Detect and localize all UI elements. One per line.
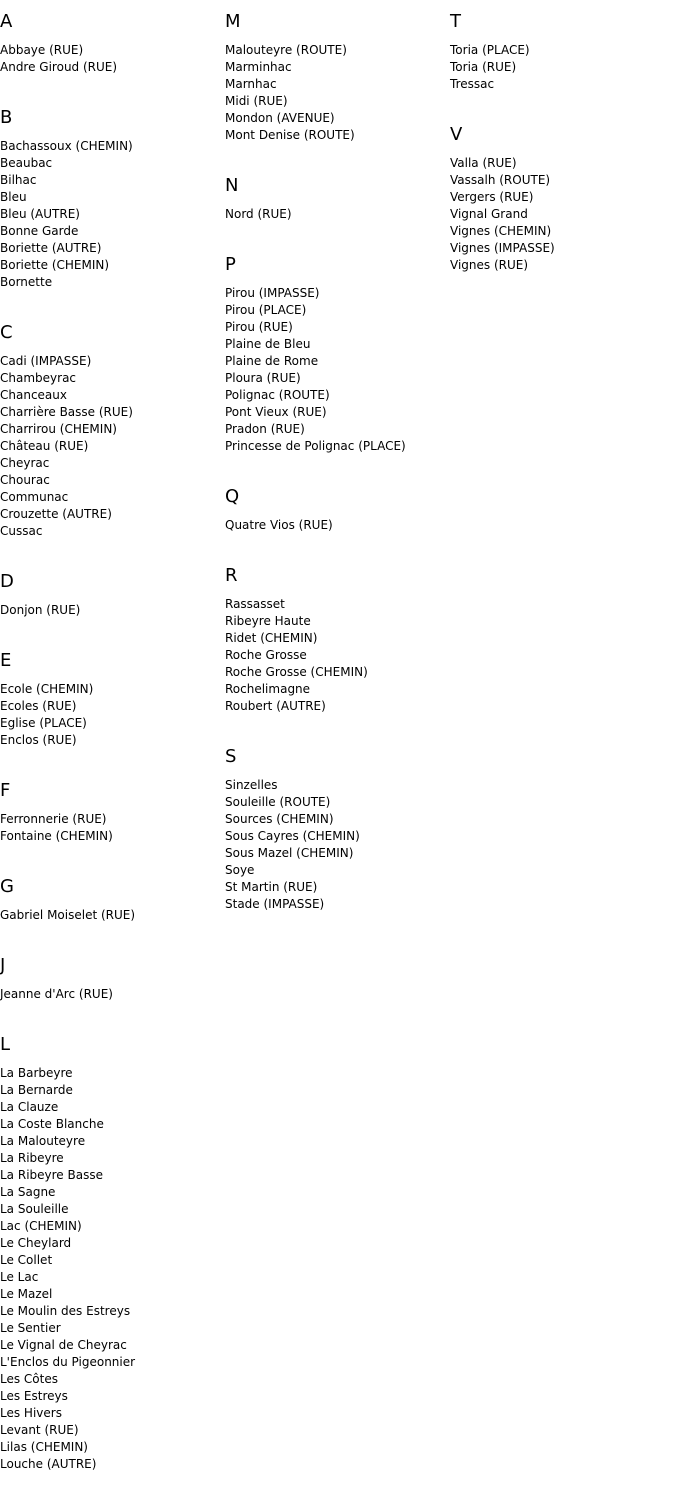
street-link[interactable]: Marminhac [225, 60, 292, 74]
street-link[interactable]: Le Moulin des Estreys [0, 1304, 131, 1318]
street-link[interactable]: Sources (CHEMIN) [225, 812, 334, 826]
street-link[interactable]: Lac (CHEMIN) [0, 1219, 82, 1233]
street-link[interactable]: Gabriel Moiselet (RUE) [0, 908, 136, 922]
street-link[interactable]: Charrière Basse (RUE) [0, 405, 133, 419]
street-link[interactable]: Beaubac [0, 156, 53, 170]
letter-group [225, 475, 450, 554]
street-list [0, 42, 225, 96]
street-link[interactable]: Le Vignal de Cheyrac [0, 1338, 127, 1352]
street-link[interactable]: Vignes (IMPASSE) [450, 241, 555, 255]
street-list [450, 42, 675, 113]
letter-heading: M [225, 11, 241, 32]
street-list [0, 811, 225, 865]
street-link[interactable]: St Martin (RUE) [225, 880, 318, 894]
street-link[interactable]: Plaine de Bleu [225, 337, 311, 351]
street-link[interactable]: Vergers (RUE) [450, 190, 534, 204]
street-link[interactable]: Nord (RUE) [225, 207, 292, 221]
street-link[interactable]: Pirou (RUE) [225, 320, 293, 334]
street-link[interactable]: La Bernarde [0, 1083, 73, 1097]
street-link[interactable]: Cheyrac [0, 456, 50, 470]
street-link[interactable]: Boriette (CHEMIN) [0, 258, 110, 272]
street-link[interactable]: Abbaye (RUE) [0, 43, 84, 57]
letter-group [0, 311, 225, 560]
letter-heading: L [0, 1034, 11, 1055]
letter-group [450, 113, 675, 294]
letter-heading: R [225, 565, 238, 586]
street-link[interactable]: Souleille (ROUTE) [225, 795, 331, 809]
street-link[interactable]: Vignes (CHEMIN) [450, 224, 552, 238]
street-link[interactable]: La Clauze [0, 1100, 59, 1114]
street-link[interactable]: Le Sentier [0, 1321, 61, 1335]
street-link[interactable]: Ecole (CHEMIN) [0, 682, 94, 696]
street-link[interactable]: Ferronnerie (RUE) [0, 812, 107, 826]
street-link[interactable]: Bleu [0, 190, 27, 204]
street-link[interactable]: Pradon (RUE) [225, 422, 305, 436]
street-link[interactable]: Soye [225, 863, 255, 877]
street-link[interactable]: Charrirou (CHEMIN) [0, 422, 117, 436]
street-link[interactable]: Midi (RUE) [225, 94, 288, 108]
letter-group [0, 639, 225, 769]
street-link[interactable]: Crouzette (AUTRE) [0, 507, 112, 521]
street-link[interactable]: Tressac [450, 77, 495, 91]
letter-heading: N [225, 175, 239, 196]
letter-heading: A [0, 11, 13, 32]
street-link[interactable]: Plaine de Rome [225, 354, 319, 368]
street-link[interactable]: Mondon (AVENUE) [225, 111, 335, 125]
street-list [0, 907, 225, 944]
street-link[interactable]: Château (RUE) [0, 439, 89, 453]
street-link[interactable]: Cussac [0, 524, 43, 538]
street-index-column-3 [450, 0, 675, 294]
street-list [0, 1065, 225, 1493]
letter-heading: F [0, 780, 11, 801]
street-link[interactable]: Rochelimagne [225, 682, 311, 696]
street-link[interactable]: Chanceaux [0, 388, 67, 402]
street-link[interactable]: Roche Grosse [225, 648, 307, 662]
street-link[interactable]: Lilas (CHEMIN) [0, 1440, 88, 1454]
street-link[interactable]: Andre Giroud (RUE) [0, 60, 118, 74]
street-link[interactable]: Quatre Vios (RUE) [225, 518, 333, 532]
street-list [225, 596, 450, 735]
street-link[interactable]: Vignes (RUE) [450, 258, 529, 272]
street-list [0, 353, 225, 560]
street-link[interactable]: Bleu (AUTRE) [0, 207, 80, 221]
street-link[interactable]: Roubert (AUTRE) [225, 699, 326, 713]
letter-group [225, 554, 450, 735]
letter-heading: P [225, 254, 236, 275]
street-link[interactable]: Princesse de Polignac (PLACE) [225, 439, 406, 453]
street-link[interactable]: Enclos (RUE) [0, 733, 77, 747]
street-link[interactable]: Chourac [0, 473, 50, 487]
letter-group [225, 164, 450, 243]
street-link[interactable]: Marnhac [225, 77, 277, 91]
street-link[interactable]: La Souleille [0, 1202, 69, 1216]
street-link[interactable]: Chambeyrac [0, 371, 77, 385]
letter-heading: Q [225, 486, 240, 507]
street-link[interactable]: Jeanne d'Arc (RUE) [0, 987, 113, 1001]
street-link[interactable]: Sous Cayres (CHEMIN) [225, 829, 360, 843]
street-link[interactable]: Rassasset [225, 597, 285, 611]
letter-group [0, 1023, 225, 1493]
street-link[interactable]: Donjon (RUE) [0, 603, 81, 617]
street-link[interactable]: Sous Mazel (CHEMIN) [225, 846, 354, 860]
letter-heading: S [225, 746, 237, 767]
letter-heading: E [0, 650, 12, 671]
street-link[interactable]: Malouteyre (ROUTE) [225, 43, 347, 57]
street-list [0, 602, 225, 639]
street-link[interactable]: Ecoles (RUE) [0, 699, 77, 713]
street-link[interactable]: Mont Denise (ROUTE) [225, 128, 355, 142]
letter-heading: D [0, 571, 14, 592]
letter-group [225, 735, 450, 933]
letter-heading: J [0, 955, 6, 976]
street-link[interactable]: L'Enclos du Pigeonnier [0, 1355, 136, 1369]
street-link[interactable]: Le Cheylard [0, 1236, 72, 1250]
street-link[interactable]: La Barbeyre [0, 1066, 73, 1080]
letter-heading: V [450, 124, 463, 145]
letter-group [0, 944, 225, 1023]
street-link[interactable]: Les Côtes [0, 1372, 58, 1386]
street-link[interactable]: Polignac (ROUTE) [225, 388, 330, 402]
street-index-column-2 [225, 0, 450, 933]
street-link[interactable]: Le Collet [0, 1253, 53, 1267]
street-link[interactable]: Communac [0, 490, 69, 504]
street-link[interactable]: Cadi (IMPASSE) [0, 354, 92, 368]
letter-group [0, 96, 225, 311]
letter-group [225, 243, 450, 475]
street-list [225, 42, 450, 164]
street-link[interactable]: Bornette [0, 275, 53, 289]
street-link[interactable]: Bachassoux (CHEMIN) [0, 139, 133, 153]
street-link[interactable]: Bilhac [0, 173, 37, 187]
letter-heading: B [0, 107, 13, 128]
street-link[interactable]: Vignal Grand [450, 207, 528, 221]
street-link[interactable]: La Sagne [0, 1185, 56, 1199]
street-link[interactable]: Eglise (PLACE) [0, 716, 87, 730]
street-link[interactable]: Vassalh (ROUTE) [450, 173, 551, 187]
letter-heading: T [450, 11, 461, 32]
street-list [225, 206, 450, 243]
street-list [450, 155, 675, 294]
letter-group [0, 769, 225, 865]
street-link[interactable]: Bonne Garde [0, 224, 79, 238]
street-list [0, 681, 225, 769]
street-link[interactable]: Pont Vieux (RUE) [225, 405, 327, 419]
street-link[interactable]: Levant (RUE) [0, 1423, 79, 1437]
street-link[interactable]: Louche (AUTRE) [0, 1457, 97, 1471]
street-link[interactable]: Le Lac [0, 1270, 39, 1284]
street-link[interactable]: La Coste Blanche [0, 1117, 104, 1131]
street-index-column-1 [0, 0, 225, 1493]
letter-group [0, 865, 225, 944]
street-link[interactable]: Boriette (AUTRE) [0, 241, 102, 255]
street-list [225, 517, 450, 554]
letter-heading: C [0, 322, 13, 343]
street-link[interactable]: Roche Grosse (CHEMIN) [225, 665, 368, 679]
street-link[interactable]: Les Hivers [0, 1406, 62, 1420]
letter-heading: G [0, 876, 14, 897]
street-link[interactable]: Valla (RUE) [450, 156, 517, 170]
letter-group [225, 0, 450, 164]
street-list [225, 285, 450, 475]
street-list [0, 138, 225, 311]
street-link[interactable]: La Malouteyre [0, 1134, 86, 1148]
street-link[interactable]: Sinzelles [225, 778, 278, 792]
street-link[interactable]: La Ribeyre [0, 1151, 64, 1165]
street-link[interactable]: Pirou (IMPASSE) [225, 286, 320, 300]
street-link[interactable]: Pirou (PLACE) [225, 303, 307, 317]
street-list [225, 777, 450, 933]
street-link[interactable]: La Ribeyre Basse [0, 1168, 103, 1182]
street-link[interactable]: Ridet (CHEMIN) [225, 631, 318, 645]
street-link[interactable]: Ploura (RUE) [225, 371, 301, 385]
street-link[interactable]: Stade (IMPASSE) [225, 897, 325, 911]
street-link[interactable]: Toria (RUE) [450, 60, 517, 74]
letter-group [0, 0, 225, 96]
street-link[interactable]: Toria (PLACE) [450, 43, 530, 57]
letter-group [0, 560, 225, 639]
street-link[interactable]: Les Estreys [0, 1389, 68, 1403]
letter-group [450, 0, 675, 113]
street-link[interactable]: Ribeyre Haute [225, 614, 311, 628]
street-link[interactable]: Fontaine (CHEMIN) [0, 829, 113, 843]
street-link[interactable]: Le Mazel [0, 1287, 53, 1301]
street-list [0, 986, 225, 1023]
